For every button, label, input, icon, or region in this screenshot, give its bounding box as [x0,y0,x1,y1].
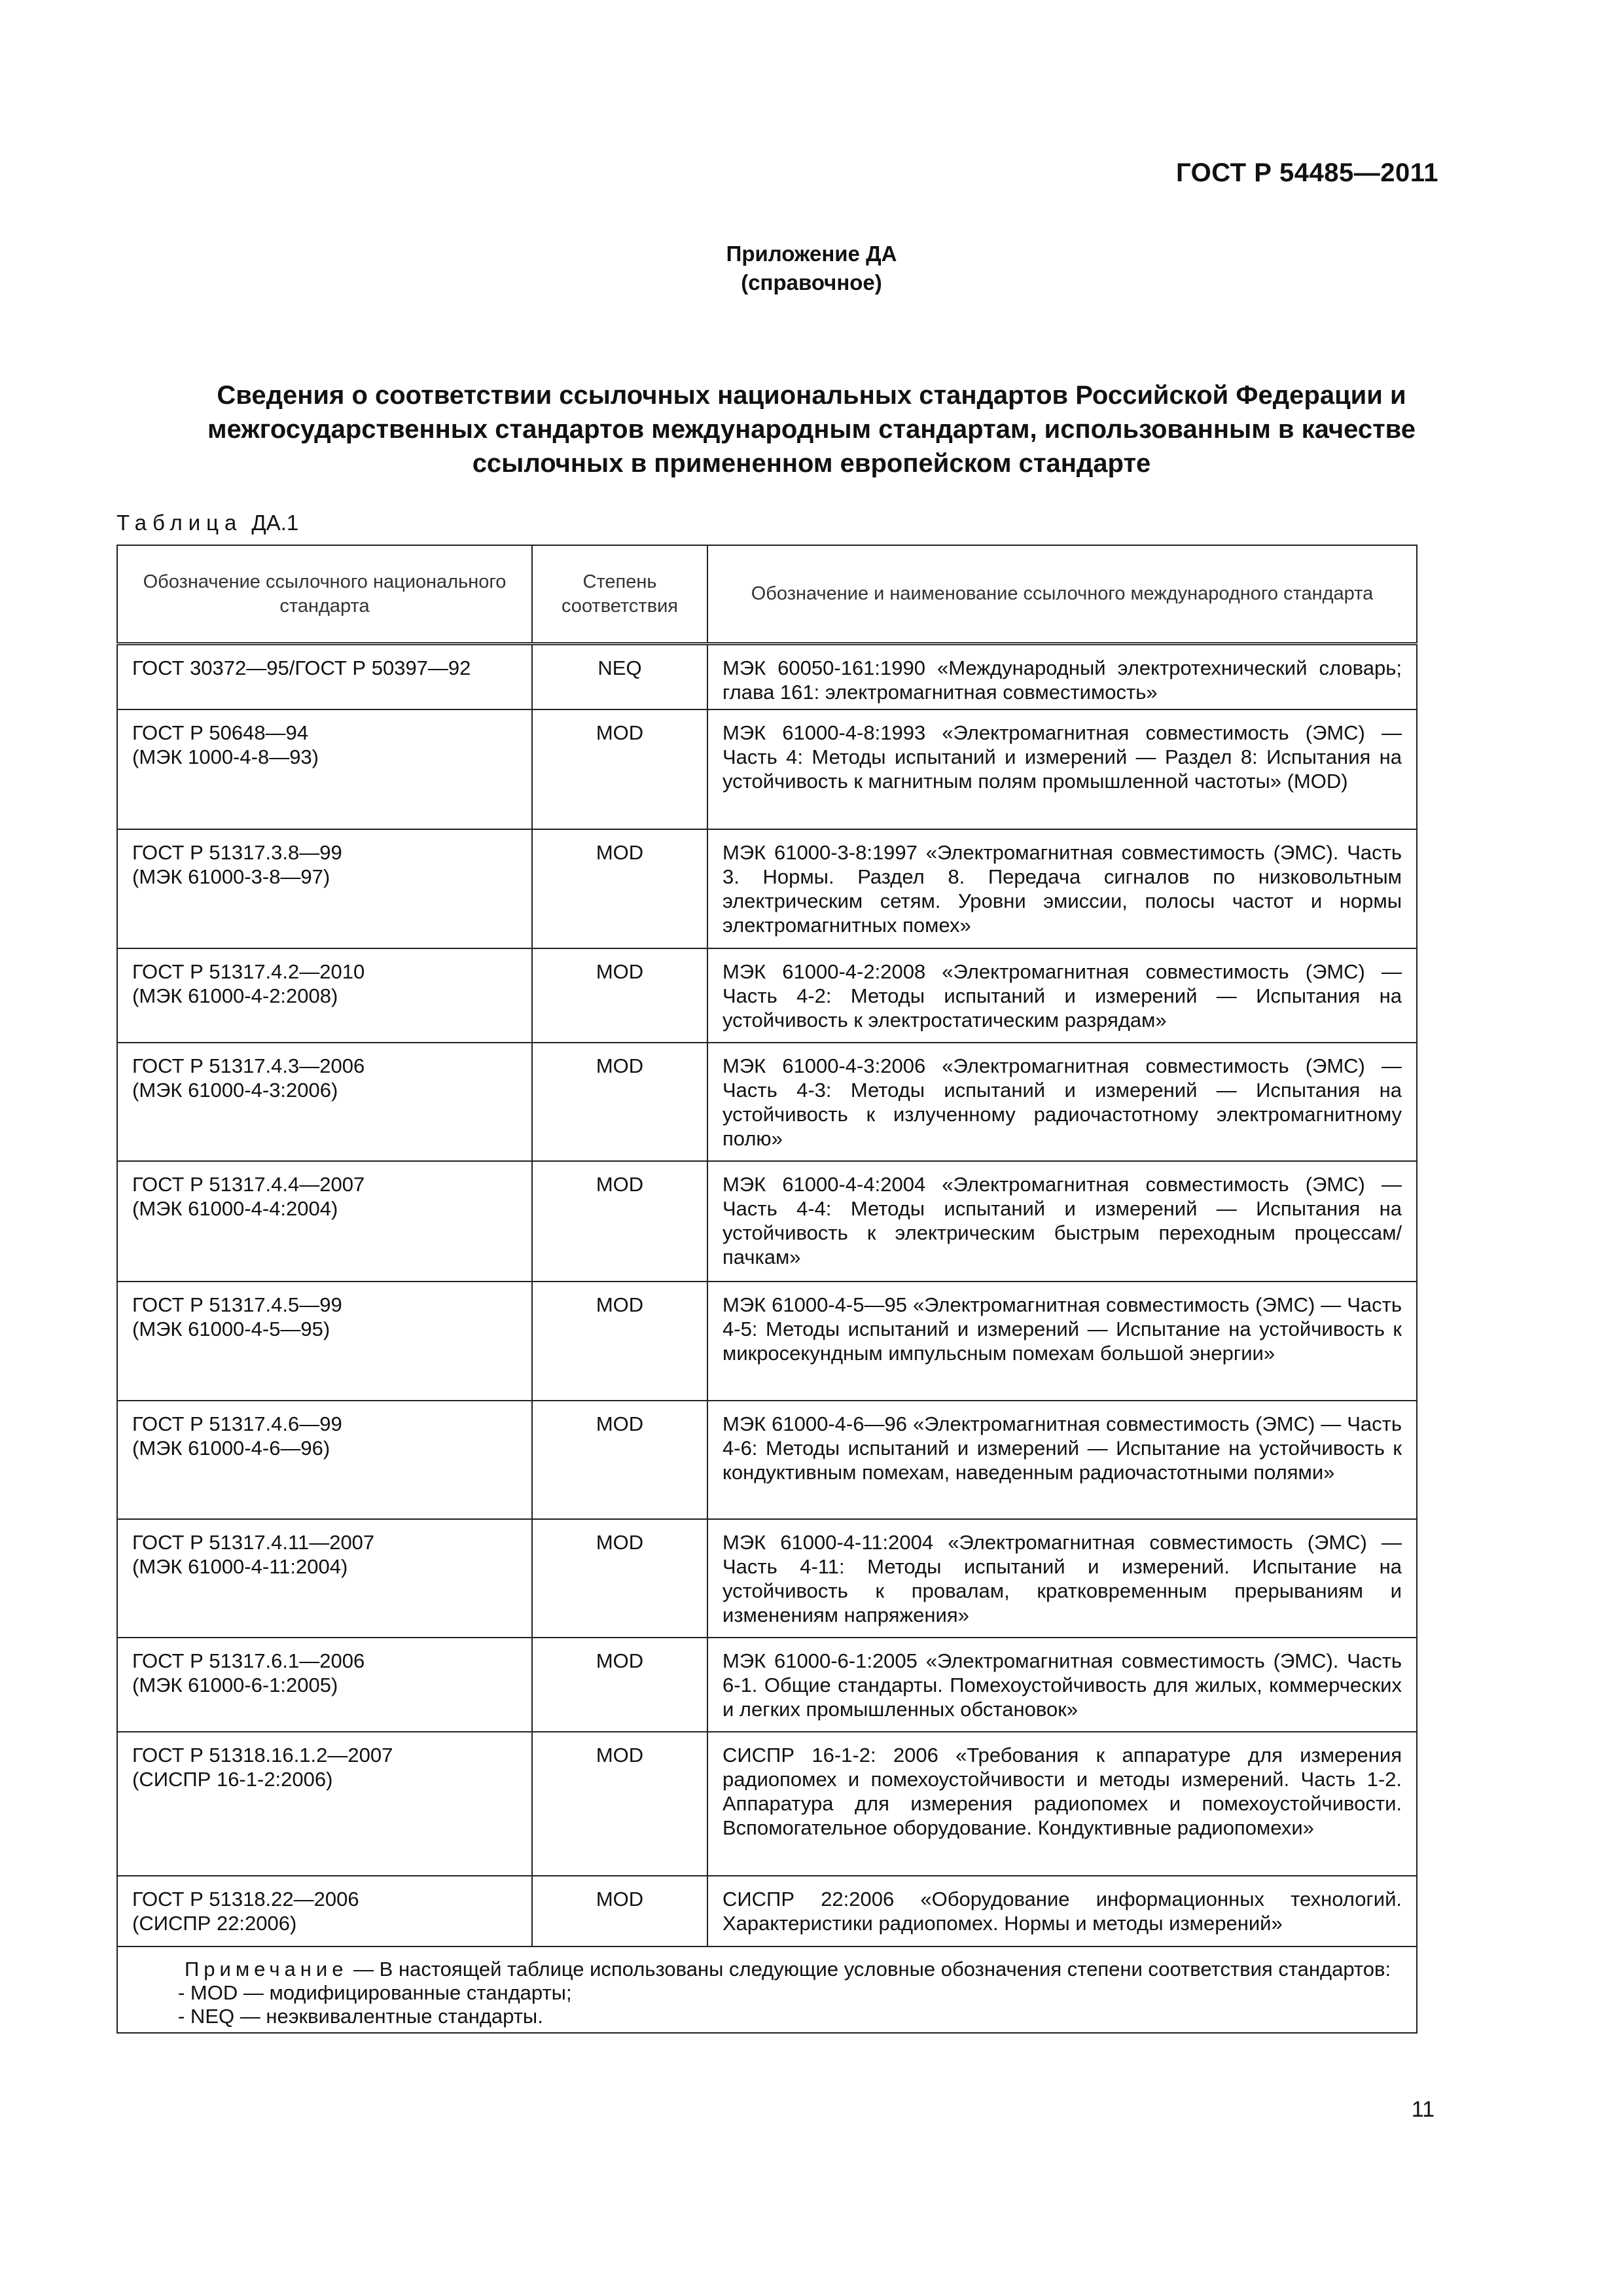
table-header-row [117,545,1417,644]
international-standard-cell: МЭК 61000-4-11:2004 «Электромагнитная совместимость (ЭМС) — Часть 4-11: Методы испытаний и измерений. Испытание на устойчивость к провалам, кратковременным прерываниям и изменениям напряжения» [707,1519,1417,1638]
table-row [117,709,1417,829]
degree-cell: MOD [532,829,707,948]
national-designation: ГОСТ Р 51317.4.2—2010 [132,960,365,983]
national-designation: ГОСТ Р 51317.4.5—99 [132,1293,342,1316]
note-item-mod: - MOD — модифицированные стандарты; [178,1981,572,2004]
international-standard-cell: МЭК 61000-4-5—95 «Электромагнитная совместимость (ЭМС) — Часть 4-5: Методы испытаний и измерений — Испытание на устойчивость к микросекундным импульсным помехам большой энергии» [707,1282,1417,1401]
national-designation: ГОСТ Р 50648—94 [132,721,309,744]
national-designation: ГОСТ Р 51318.22—2006 [132,1887,359,1910]
international-standard-cell: МЭК 61000-4-4:2004 «Электромагнитная совместимость (ЭМС) — Часть 4-4: Методы испытаний и измерений — Испытания на устойчивость к электрическим быстрым переходным процессам/пачкам» [707,1161,1417,1282]
equivalent-designation: (МЭК 61000-4-6—96) [132,1436,330,1460]
equivalent-designation: (МЭК 61000-4-2:2008) [132,984,338,1007]
degree-cell: MOD [532,948,707,1043]
section-title-line: ссылочных в примененном европейском стандарте [472,449,1151,478]
national-standard-cell [117,1732,532,1876]
note-body: — В настоящей таблице использованы следующие условные обозначения степени соответствия стандартов: [353,1957,1391,1981]
international-standard-cell: МЭК 60050-161:1990 «Международный электротехнический словарь; глава 161: электромагнитная совместимость» [707,644,1417,709]
degree-cell: NEQ [532,644,707,709]
national-standard-cell [117,1043,532,1161]
national-standard-cell [117,709,532,829]
degree-cell: MOD [532,1161,707,1282]
national-standard-cell [117,948,532,1043]
note-text [132,1958,1402,1981]
note-label: Примечание [185,1957,348,1981]
degree-cell: MOD [532,1519,707,1638]
table-note-row [117,1946,1417,2033]
national-designation: ГОСТ 30372—95/ГОСТ Р 50397—92 [132,656,471,679]
national-designation: ГОСТ Р 51317.4.3—2006 [132,1054,365,1077]
national-designation: ГОСТ Р 51317.4.6—99 [132,1412,342,1435]
degree-cell: MOD [532,1876,707,1946]
international-standard-cell: МЭК 61000-4-6—96 «Электромагнитная совместимость (ЭМС) — Часть 4-6: Методы испытаний и измерений — Испытание на устойчивость к кондуктивным помехам, наведенным радиочастотными полями» [707,1401,1417,1519]
table-caption-number: ДА.1 [251,511,299,535]
national-designation: ГОСТ Р 51317.3.8—99 [132,840,342,864]
equivalent-designation: (МЭК 61000-4-11:2004) [132,1554,348,1578]
international-standard-cell: СИСПР 22:2006 «Оборудование информационных технологий. Характеристики радиопомех. Нормы и методы измерений» [707,1876,1417,1946]
degree-cell: MOD [532,1732,707,1876]
national-standard-cell [117,1876,532,1946]
table-row [117,1876,1417,1946]
national-designation: ГОСТ Р 51318.16.1.2—2007 [132,1743,393,1767]
section-title-line: Сведения о соответствии ссылочных национальных стандартов Российской Федерации и [217,381,1406,410]
international-standard-cell: МЭК 61000-4-2:2008 «Электромагнитная совместимость (ЭМС) — Часть 4-2: Методы испытаний и измерений — Испытания на устойчивость к электростатическим разрядам» [707,948,1417,1043]
table-caption-word: Таблица [116,511,243,535]
table-row [117,1519,1417,1638]
document-code: ГОСТ Р 54485—2011 [1176,158,1438,187]
degree-cell: MOD [532,1401,707,1519]
international-standard-cell: МЭК 61000-4-3:2006 «Электромагнитная совместимость (ЭМС) — Часть 4-3: Методы испытаний и измерений — Испытания на устойчивость к излученному радиочастотному электромагнитному полю» [707,1043,1417,1161]
header-international-standard: Обозначение и наименование ссылочного международного стандарта [707,545,1417,644]
section-title [131,378,1492,480]
note-item-neq: - NEQ — неэквивалентные стандарты. [178,2004,543,2028]
table-row [117,1732,1417,1876]
national-standard-cell [117,1519,532,1638]
national-standard-cell [117,1282,532,1401]
equivalent-designation: (МЭК 61000-4-4:2004) [132,1196,338,1220]
table-row [117,1638,1417,1732]
national-designation: ГОСТ Р 51317.4.11—2007 [132,1530,375,1554]
equivalent-designation: (МЭК 61000-3-8—97) [132,865,330,888]
appendix-heading [0,240,1623,297]
degree-cell: MOD [532,1043,707,1161]
national-designation: ГОСТ Р 51317.6.1—2006 [132,1649,365,1672]
national-standard-cell [117,644,532,709]
international-standard-cell: МЭК 61000-4-8:1993 «Электромагнитная совместимость (ЭМС) — Часть 4: Методы испытаний и измерений — Раздел 8: Испытания на устойчивость к магнитным полям промышленной частоты» (MOD) [707,709,1417,829]
equivalent-designation: (МЭК 1000-4-8—93) [132,745,319,768]
degree-cell: MOD [532,1282,707,1401]
national-standard-cell [117,1161,532,1282]
table-row [117,1161,1417,1282]
national-standard-cell [117,1401,532,1519]
national-standard-cell [117,1638,532,1732]
header-degree: Степень соответствия [532,545,707,644]
appendix-subtitle: (справочное) [741,270,882,295]
national-standard-cell [117,829,532,948]
page-number: 11 [1411,2097,1435,2122]
international-standard-cell: МЭК 61000-3-8:1997 «Электромагнитная совместимость (ЭМС). Часть 3. Нормы. Раздел 8. Передача сигналов по низковольтным электрическим сетям. Уровни эмиссии, полосы частот и нормы электромагнитных помех» [707,829,1417,948]
table-caption [116,511,298,535]
header-national-standard: Обозначение ссылочного национального стандарта [117,545,532,644]
table-note [117,1946,1417,2033]
table-row [117,644,1417,709]
equivalent-designation: (МЭК 61000-4-5—95) [132,1317,330,1340]
table-row [117,948,1417,1043]
table-row [117,1043,1417,1161]
degree-cell: MOD [532,1638,707,1732]
appendix-title: Приложение ДА [726,242,897,266]
degree-cell: MOD [532,709,707,829]
table-row [117,1401,1417,1519]
equivalent-designation: (СИСПР 22:2006) [132,1911,297,1935]
national-designation: ГОСТ Р 51317.4.4—2007 [132,1172,365,1196]
table-row [117,829,1417,948]
table-row [117,1282,1417,1401]
international-standard-cell: СИСПР 16-1-2: 2006 «Требования к аппаратуре для измерения радиопомех и помехоустойчивости и методы измерений. Часть 1-2. Аппаратура для измерения радиопомех и помехоустойчивости. Вспомогательное оборудование. Кондуктивные радиопомехи» [707,1732,1417,1876]
equivalent-designation: (СИСПР 16-1-2:2006) [132,1767,333,1791]
standards-table [116,545,1418,2034]
equivalent-designation: (МЭК 61000-4-3:2006) [132,1078,338,1102]
section-title-line: межгосударственных стандартов международным стандартам, использованным в качестве [207,415,1416,444]
equivalent-designation: (МЭК 61000-6-1:2005) [132,1673,338,1696]
international-standard-cell: МЭК 61000-6-1:2005 «Электромагнитная совместимость (ЭМС). Часть 6-1. Общие стандарты. Помехоустойчивость для жилых, коммерческих и легких промышленных обстановок» [707,1638,1417,1732]
